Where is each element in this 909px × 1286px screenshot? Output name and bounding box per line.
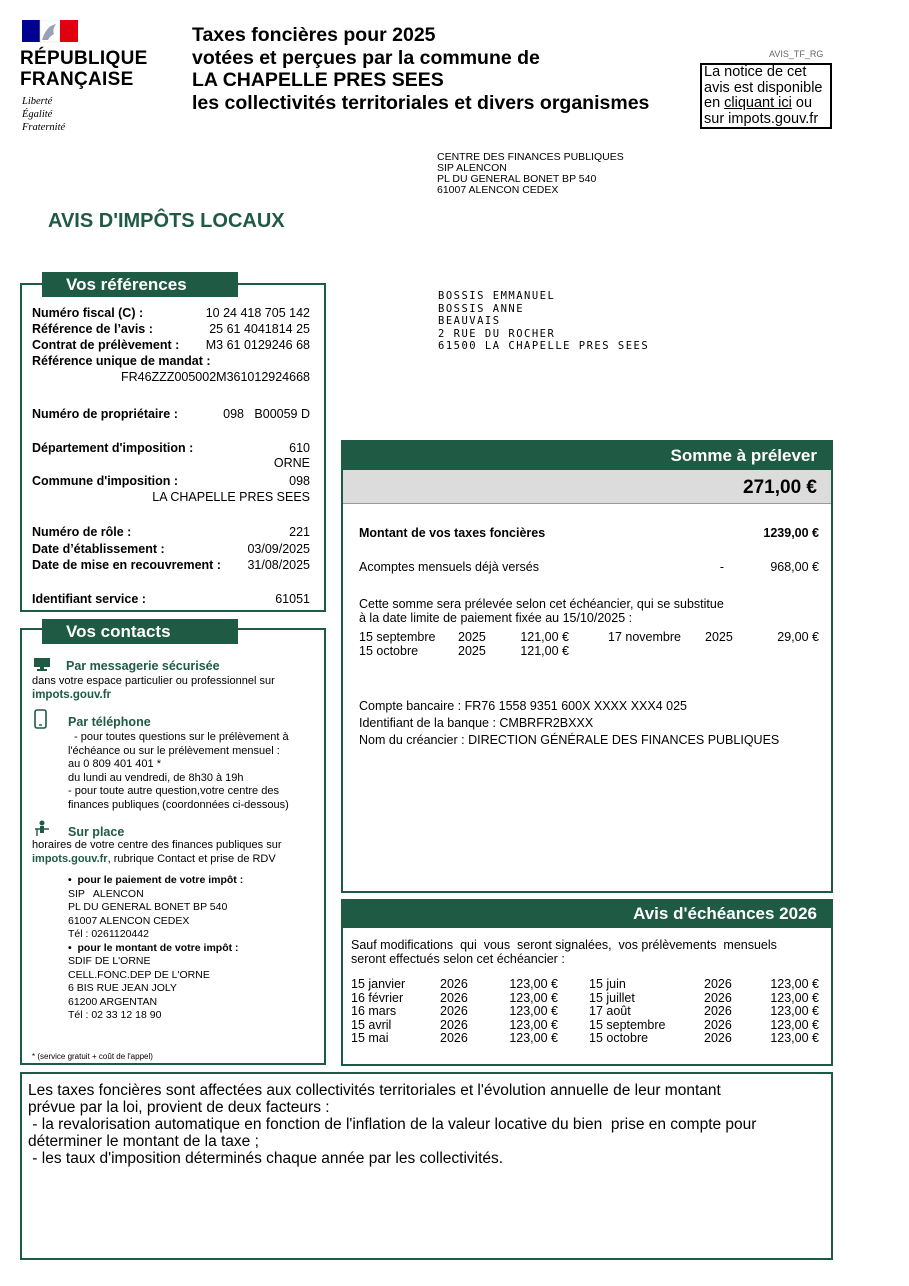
phone-icon xyxy=(34,709,48,729)
references-box: Numéro fiscal (C) : 10 24 418 705 142 Référence de l’avis : 25 61 4041814 25 Contrat de prélèvement : M3 61 0129246 68 Référence unique de mandat : FR46ZZZ005002M361012924668 Numéro de propriétaire : 098 B00059 D Département d'imposition : 610 ORNE Commune d'imposition : 098 LA CHAPELLE PRES SEES Numéro de rôle : 221 Date d’établissement : 03/09/2025 Date de mise en recouvrement : 31/08/2025 Identifiant service : 61051 xyxy=(20,283,326,612)
logo-motto1: Liberté xyxy=(22,96,53,107)
montant-taxes: 1239,00 € xyxy=(763,526,819,540)
page-title: AVIS D'IMPÔTS LOCAUX xyxy=(48,210,285,232)
echeances-header: Avis d'échéances 2026 xyxy=(343,901,831,928)
messagerie-link[interactable]: impots.gouv.fr xyxy=(32,689,112,701)
logo-motto2: Égalité xyxy=(22,109,53,120)
notice-line1: La notice de cet xyxy=(704,64,807,80)
computer-icon xyxy=(33,657,51,671)
header-line2: votées et perçues par la commune de xyxy=(192,46,540,69)
marianne-flag-icon xyxy=(22,20,80,44)
references-title: Vos références xyxy=(42,272,238,297)
header-line4: les collectivités territoriales et divers organismes xyxy=(192,91,650,114)
person-at-desk-icon xyxy=(33,820,51,838)
header-title xyxy=(192,24,649,114)
numero-fiscal: 10 24 418 705 142 xyxy=(205,306,310,320)
contrat-prelevement: M3 61 0129246 68 xyxy=(205,338,310,352)
header-line3: LA CHAPELLE PRES SEES xyxy=(192,69,444,91)
somme-box: Somme à prélever 271,00 € Montant de vos taxes foncières 1239,00 € Acomptes mensuels déjà versés - 968,00 € Cette somme sera prélevée selon cet échéancier, qui se substitue à la date limite de paiement fixée au 15/10/2025 : 15 septembre 2025 121,00 € 15 octobre 2025 121,00 € 17 novembre 2025 29,00 € Compte bancaire : FR76 1558 9351 600X XXXX XXX4 025 Identifiant de la banque : CMBRFR2BXXX Nom du créancier : DIRECTION GÉNÉRALE DES FINANCES PUBLIQUES xyxy=(341,440,833,893)
place-link[interactable]: impots.gouv.fr xyxy=(32,853,108,865)
addresses: • pour le paiement de votre impôt : SIP ALENCON PL DU GENERAL BONET BP 540 61007 ALENCON CEDEX Tél : 0261120442 • pour le montant de votre impôt : SDIF DE L'ORNE CELL.FONC.DEP DE L'ORNE 6 BIS RUE JEAN JOLY 61200 ARGENTAN Tél : 02 33 12 18 90 xyxy=(68,874,244,1021)
somme-schedule-right: 17 novembre 2025 29,00 € xyxy=(608,630,819,644)
logo-motto3: Fraternité xyxy=(22,122,66,133)
echeances-box: Avis d'échéances 2026 Sauf modifications qui vous seront signalées, vos prélèvements mensuels seront effectués selon cet échéancier : 15 janvier 2026 123,00 € 16 février 2026 123,00 € 16 mars 2026 123,00 € 15 avril 2026 123,00 € 15 mai 2026 123,00 € 15 juin 2026 123,00 € 15 juillet 2026 123,00 € 17 août 2026 123,00 € 15 septembre 2026 123,00 € 15 octobre 2026 123,00 € xyxy=(341,899,833,1066)
echeances-left: 15 janvier 2026 123,00 € 16 février 2026 123,00 € 16 mars 2026 123,00 € 15 avril 2026 123,00 € 15 mai 2026 123,00 € xyxy=(351,977,558,1045)
sender-address: CENTRE DES FINANCES PUBLIQUES SIP ALENCON PL DU GENERAL BONET BP 540 61007 ALENCON CEDEX xyxy=(437,151,624,196)
notice-line4: sur impots.gouv.fr xyxy=(704,110,819,127)
sur-place-title: Sur place xyxy=(68,825,125,839)
notice-link[interactable]: cliquant ici xyxy=(724,95,792,111)
somme-amount: 271,00 € xyxy=(743,477,817,498)
messagerie-title: Par messagerie sécurisée xyxy=(66,659,220,673)
republique-francaise-logo xyxy=(20,20,155,138)
numero-proprietaire: 098 B00059 D xyxy=(223,407,310,421)
contacts-title: Vos contacts xyxy=(42,619,238,644)
footnote: * (service gratuit + coût de l'appel) xyxy=(32,1052,153,1061)
notice-line2: avis est disponible xyxy=(704,79,823,96)
notice-line3: en cliquant ici ou xyxy=(704,95,813,111)
reference-avis: 25 61 4041814 25 xyxy=(209,322,310,336)
reference-mandat: FR46ZZZ005002M361012924668 xyxy=(120,370,310,384)
echeances-right: 15 juin 2026 123,00 € 15 juillet 2026 123,00 € 17 août 2026 123,00 € 15 septembre 2026 123,00 € 15 octobre 2026 123,00 € xyxy=(589,977,819,1045)
notice-box xyxy=(700,63,832,129)
logo-line1: RÉPUBLIQUE xyxy=(20,48,148,69)
somme-amount-band xyxy=(343,470,831,504)
compte-bancaire: Compte bancaire : FR76 1558 9351 600X XXXX XXX4 025 xyxy=(359,699,687,713)
logo-line2: FRANÇAISE xyxy=(20,69,134,90)
somme-header: Somme à prélever xyxy=(343,442,831,470)
nom-creancier: Nom du créancier : DIRECTION GÉNÉRALE DES FINANCES PUBLIQUES xyxy=(359,733,780,747)
acomptes-value: 968,00 € xyxy=(770,560,819,574)
recipient-address: BOSSIS EMMANUEL BOSSIS ANNE BEAUVAIS 2 RUE DU ROCHER 61500 LA CHAPELLE PRES SEES xyxy=(438,290,650,352)
somme-schedule-left: 15 septembre 2025 121,00 € 15 octobre 2025 121,00 € xyxy=(359,630,569,658)
contacts-box: Par messagerie sécurisée dans votre espace particulier ou professionnel sur impots.gouv.fr Par téléphone - pour toutes questions sur le prélèvement à l'échéance ou sur le prélèvement mensuel : au 0 809 401 401 * du lundi au vendredi, de 8h30 à 19h - pour toute autre question,votre centre des finances publiques (coordonnées ci-dessous) Sur place horaires de votre centre des finances publiques sur impots.gouv.fr, rubrique Contact et prise de RDV • pour le paiement de votre impôt : SIP ALENCON PL DU GENERAL BONET BP 540 61007 ALENCON CEDEX Tél : 0261120442 • pour le montant de votre impôt : SDIF DE L'ORNE CELL.FONC.DEP DE L'ORNE 6 BIS RUE JEAN JOLY 61200 ARGENTAN Tél : 02 33 12 18 90 * (service gratuit + coût de l'appel) xyxy=(20,628,326,1065)
form-code: AVIS_TF_RG xyxy=(769,49,824,59)
header-line1: Taxes foncières pour 2025 xyxy=(192,24,436,46)
identifiant-banque: Identifiant de la banque : CMBRFR2BXXX xyxy=(359,716,594,730)
telephone-title: Par téléphone xyxy=(68,715,151,729)
info-box: Les taxes foncières sont affectées aux collectivités territoriales et l'évolution annuelle de leur montant prévue par la loi, provient de deux facteurs : - la revalorisation automatique en fonction de l'inflation de la valeur locative du bien prise en compte pour déterminer le montant de la taxe ; - les taux d'imposition déterminés chaque année par les collectivités. xyxy=(20,1072,833,1260)
